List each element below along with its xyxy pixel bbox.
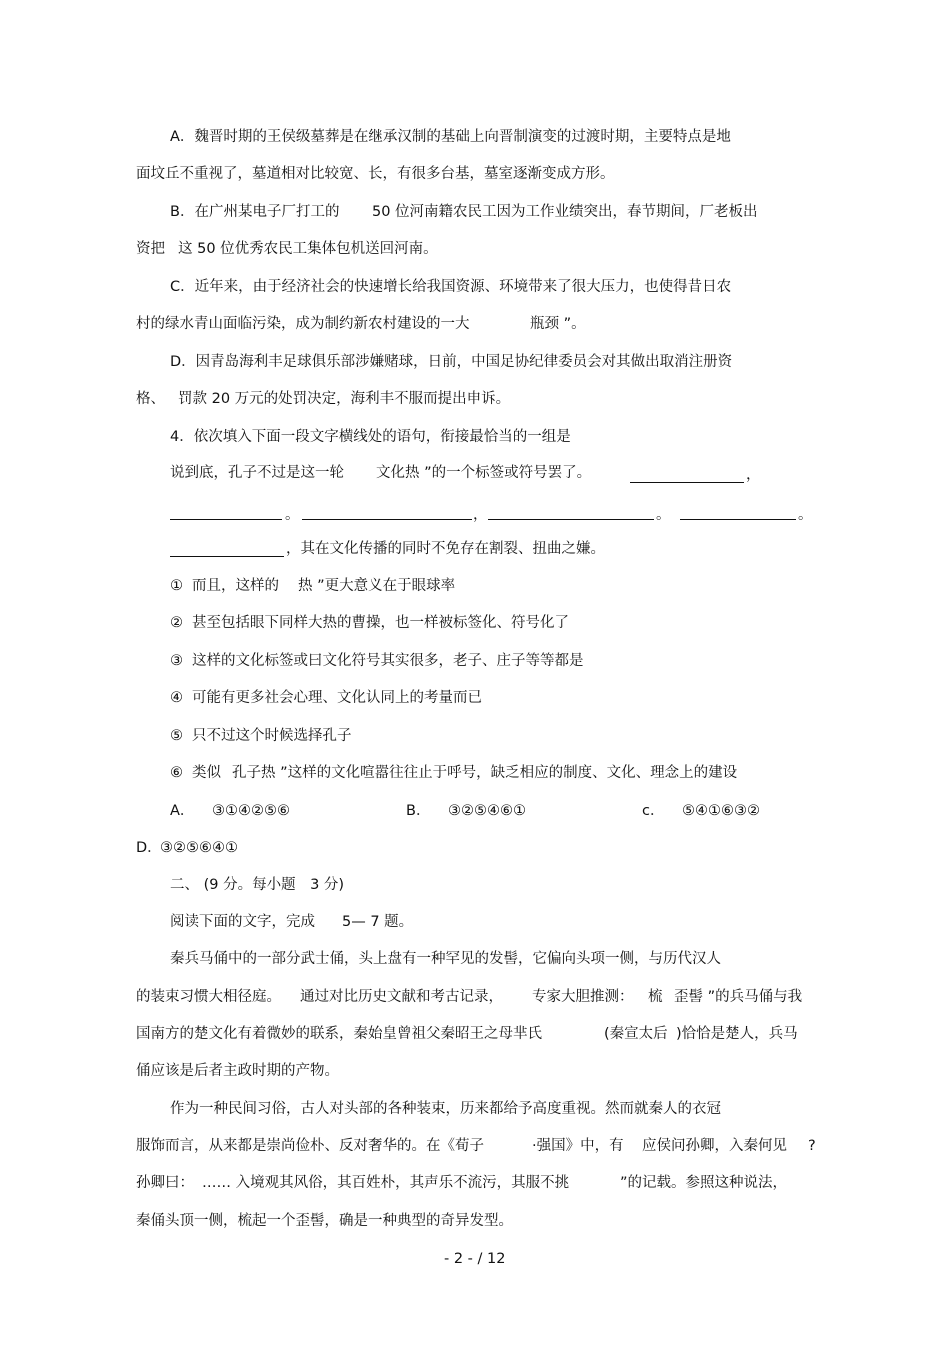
choice-c-value: ⑤④①⑥③② bbox=[682, 803, 760, 819]
item-6-text-a: 类似 bbox=[192, 765, 221, 781]
para1-line2a: 的装束习惯大相径庭。 bbox=[136, 989, 281, 1005]
para1-line4: 俑应该是后者主政时期的产物。 bbox=[136, 1063, 339, 1079]
page-number: - 2 - / 12 bbox=[444, 1251, 506, 1267]
item-5-text: 只不过这个时候选择孔子 bbox=[192, 728, 352, 744]
para1-line2e: 歪髻 ”的兵马俑与我 bbox=[674, 989, 803, 1005]
para2-line4: 秦俑头顶一侧，梳起一个歪髻，确是一种典型的奇异发型。 bbox=[136, 1213, 513, 1229]
para1-line1: 秦兵马俑中的一部分武士俑，头上盘有一种罕见的发髻，它偏向头项一侧，与历代汉人 bbox=[170, 951, 721, 967]
option-b-line1a: B．在广州某电子厂打工的 bbox=[170, 204, 340, 220]
para1-line3c: )恰恰是楚人，兵马 bbox=[676, 1026, 798, 1042]
q4-passage-a: 说到底，孔子不过是这一轮 bbox=[170, 465, 344, 481]
blank-2 bbox=[170, 518, 282, 520]
item-1-num: ① bbox=[170, 578, 183, 594]
para2-line3b: …… 入境观其风俗，其百姓朴，其声乐不流污，其服不挑 bbox=[202, 1175, 570, 1191]
choice-b-value: ③②⑤④⑥① bbox=[448, 803, 526, 819]
option-c-line2a: 村的绿水青山面临污染，成为制约新农村建设的一大 bbox=[136, 316, 470, 332]
section-2-heading: 二、 (9 分。每小题 3 分) bbox=[170, 877, 345, 893]
para2-line3c: ”的记载。参照这种说法， bbox=[620, 1175, 788, 1191]
option-a-line1: A．魏晋时期的王侯级墓葬是在继承汉制的基础上向晋制演变的过渡时期，主要特点是地 bbox=[170, 129, 731, 145]
option-d-line2b: 罚款 20 万元的处罚决定，海利丰不服而提出申诉。 bbox=[178, 391, 511, 407]
q4-comma-1: ， bbox=[746, 467, 761, 483]
option-d-line2a: 格、 bbox=[136, 391, 165, 407]
item-6-text-b: 孔子热 ”这样的文化喧嚣往往止于呼号，缺乏相应的制度、文化、理念上的建设 bbox=[232, 765, 738, 781]
blank-4 bbox=[488, 518, 654, 520]
option-c-line1: C．近年来，由于经济社会的快速增长给我国资源、环境带来了很大压力，也使得昔日农 bbox=[170, 279, 732, 295]
blank-1 bbox=[630, 481, 744, 483]
option-c-line2b: 瓶颈 ”。 bbox=[530, 316, 586, 332]
item-3-text: 这样的文化标签或曰文化符号其实很多，老子、庄子等等都是 bbox=[192, 653, 584, 669]
q4-period-3: 。 bbox=[798, 507, 813, 523]
item-1-text-a: 而且，这样的 bbox=[192, 578, 279, 594]
blank-3 bbox=[302, 518, 472, 520]
para2-line2b: ·强国》中，有 bbox=[532, 1138, 624, 1154]
para2-line3a: 孙卿曰： bbox=[136, 1175, 194, 1191]
q4-passage-b: 文化热 ”的一个标签或符号罢了。 bbox=[376, 465, 592, 481]
para2-line2d: ? bbox=[808, 1138, 816, 1154]
option-b-line2a: 资把 bbox=[136, 241, 165, 257]
choice-a-label: A． bbox=[170, 803, 195, 819]
item-4-num: ④ bbox=[170, 690, 183, 706]
para1-line2d: 梳 bbox=[648, 989, 663, 1005]
item-3-num: ③ bbox=[170, 653, 183, 669]
blank-5 bbox=[680, 518, 796, 520]
item-2-text: 甚至包括眼下同样大热的曹操，也一样被标签化、符号化了 bbox=[192, 615, 569, 631]
blank-6 bbox=[170, 555, 284, 557]
choice-c-label: c． bbox=[642, 803, 665, 819]
para1-line2c: 专家大胆推测： bbox=[532, 989, 634, 1005]
item-2-num: ② bbox=[170, 615, 183, 631]
choice-d-label: D． bbox=[136, 840, 162, 856]
para2-line1: 作为一种民间习俗，古人对头部的各种装束，历来都给予高度重视。然而就秦人的衣冠 bbox=[170, 1101, 721, 1117]
para1-line2b: 通过对比历史文献和考古记录， bbox=[300, 989, 503, 1005]
option-b-line2b: 这 50 位优秀农民工集体包机送回河南。 bbox=[178, 241, 438, 257]
choice-d-value: ③②⑤⑥④① bbox=[160, 840, 238, 856]
choice-b-label: B． bbox=[406, 803, 431, 819]
option-a-line2: 面坟丘不重视了，墓道相对比较宽、长，有很多台基，墓室逐渐变成方形。 bbox=[136, 166, 615, 182]
item-6-num: ⑥ bbox=[170, 765, 183, 781]
option-b-line1b: 50 位河南籍农民工因为工作业绩突出，春节期间，厂老板出 bbox=[372, 204, 758, 220]
para1-line3b: (秦宣太后 bbox=[604, 1026, 668, 1042]
q4-period-2: 。 bbox=[656, 507, 671, 523]
question-4-stem: 4．依次填入下面一段文字横线处的语句，衔接最恰当的一组是 bbox=[170, 429, 571, 445]
q4-comma-2: ， bbox=[473, 507, 488, 523]
section-2-instruction-b: 5— 7 题。 bbox=[342, 914, 414, 930]
q4-last-line: ，其在文化传播的同时不免存在割裂、扭曲之嫌。 bbox=[286, 541, 605, 557]
choice-a-value: ③①④②⑤⑥ bbox=[212, 803, 290, 819]
option-d-line1: D．因青岛海利丰足球俱乐部涉嫌赌球，日前，中国足协纪律委员会对其做出取消注册资 bbox=[170, 354, 733, 370]
section-2-instruction-a: 阅读下面的文字，完成 bbox=[170, 914, 315, 930]
para2-line2c: 应侯问孙卿，入秦何见 bbox=[642, 1138, 787, 1154]
para1-line3a: 国南方的楚文化有着微妙的联系，秦始皇曾祖父秦昭王之母芈氏 bbox=[136, 1026, 542, 1042]
q4-period-1: 。 bbox=[285, 507, 300, 523]
item-1-text-b: 热 ”更大意义在于眼球率 bbox=[298, 578, 456, 594]
para2-line2a: 服饰而言，从来都是崇尚俭朴、反对奢华的。在《荀子 bbox=[136, 1138, 484, 1154]
item-4-text: 可能有更多社会心理、文化认同上的考量而已 bbox=[192, 690, 482, 706]
item-5-num: ⑤ bbox=[170, 728, 183, 744]
